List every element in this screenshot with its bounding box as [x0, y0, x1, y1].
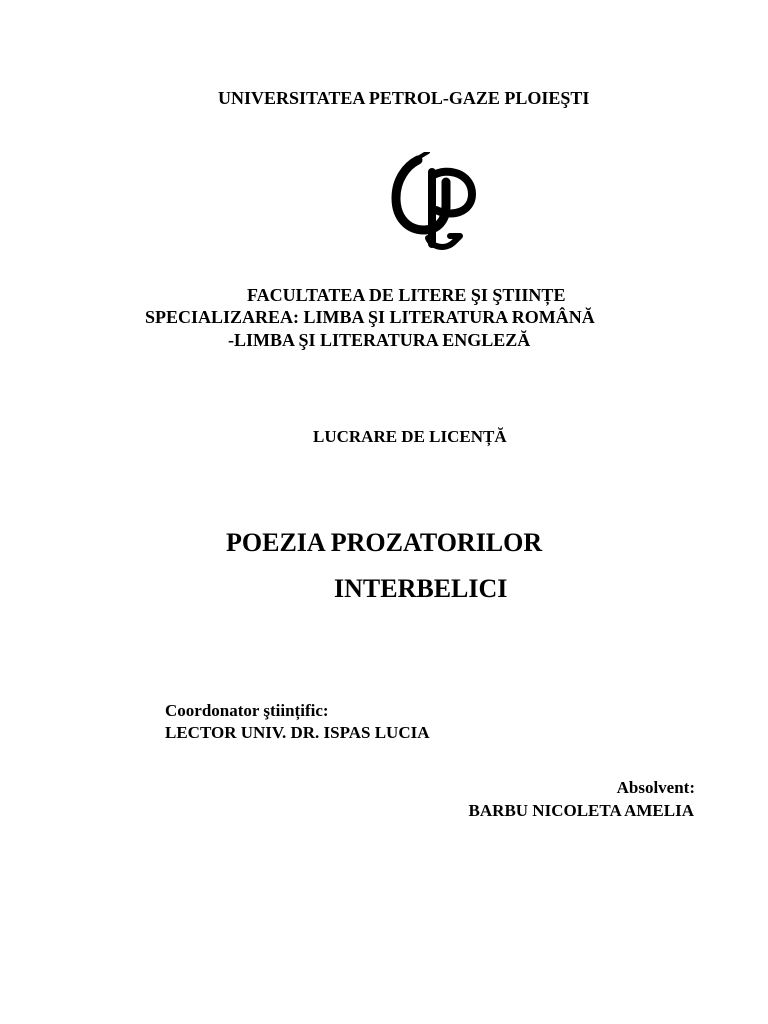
graduate-name: BARBU NICOLETA AMELIA	[468, 801, 694, 820]
coordinator-label: Coordonator ştiințific:	[165, 701, 329, 720]
university-name: UNIVERSITATEA PETROL-GAZE PLOIEŞTI	[218, 88, 590, 108]
upg-logo-icon	[388, 152, 480, 252]
thesis-type: LUCRARE DE LICENȚĂ	[313, 427, 507, 446]
thesis-title-line-1: POEZIA PROZATORILOR	[226, 528, 543, 557]
faculty-name: FACULTATEA DE LITERE ŞI ŞTIINȚE	[247, 285, 566, 305]
graduate-label: Absolvent:	[616, 778, 695, 797]
coordinator-name: LECTOR UNIV. DR. ISPAS LUCIA	[165, 723, 430, 742]
thesis-title-line-2: INTERBELICI	[334, 574, 508, 603]
specialization-line-1: SPECIALIZAREA: LIMBA ŞI LITERATURA ROMÂNĂ	[145, 307, 595, 327]
specialization-line-2: -LIMBA ŞI LITERATURA ENGLEZĂ	[228, 330, 531, 350]
